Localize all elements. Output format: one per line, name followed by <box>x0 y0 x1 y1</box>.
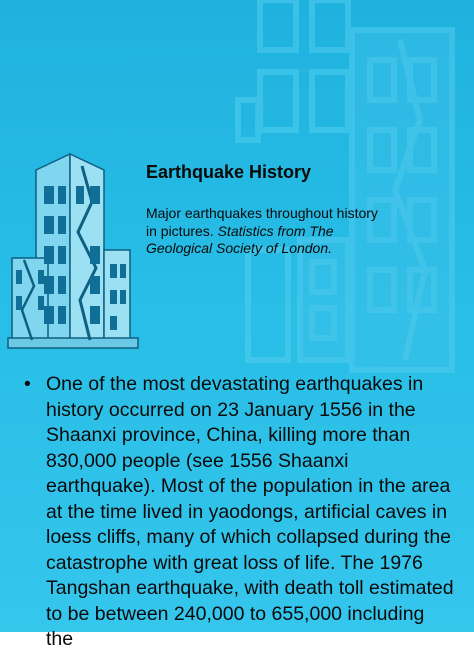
bullet-marker: • <box>24 373 31 395</box>
bullet-text: One of the most devastating earthquakes in history occurred on 23 January 1556 in the Shaanxi province, China, killing more than 830,000 people (see 1556 Shaanxi earthquake). Most of the population in the area at the time lived in yaodongs, artificial caves in loess cliffs, many of which collapsed during the catastrophe with great loss of life. The 1976 Tangshan earthquake, with death toll estimated to be between 240,000 to 655,000 including the <box>46 373 454 650</box>
description-source: Statistics from The Geological Society of London. <box>146 222 334 256</box>
slide-title: Earthquake History <box>146 162 312 182</box>
description-text: Major earthquakes throughout history in pictures. <box>146 205 378 239</box>
slide-description <box>146 205 378 258</box>
bullet-item <box>24 372 456 653</box>
cracked-building-icon <box>8 140 138 355</box>
